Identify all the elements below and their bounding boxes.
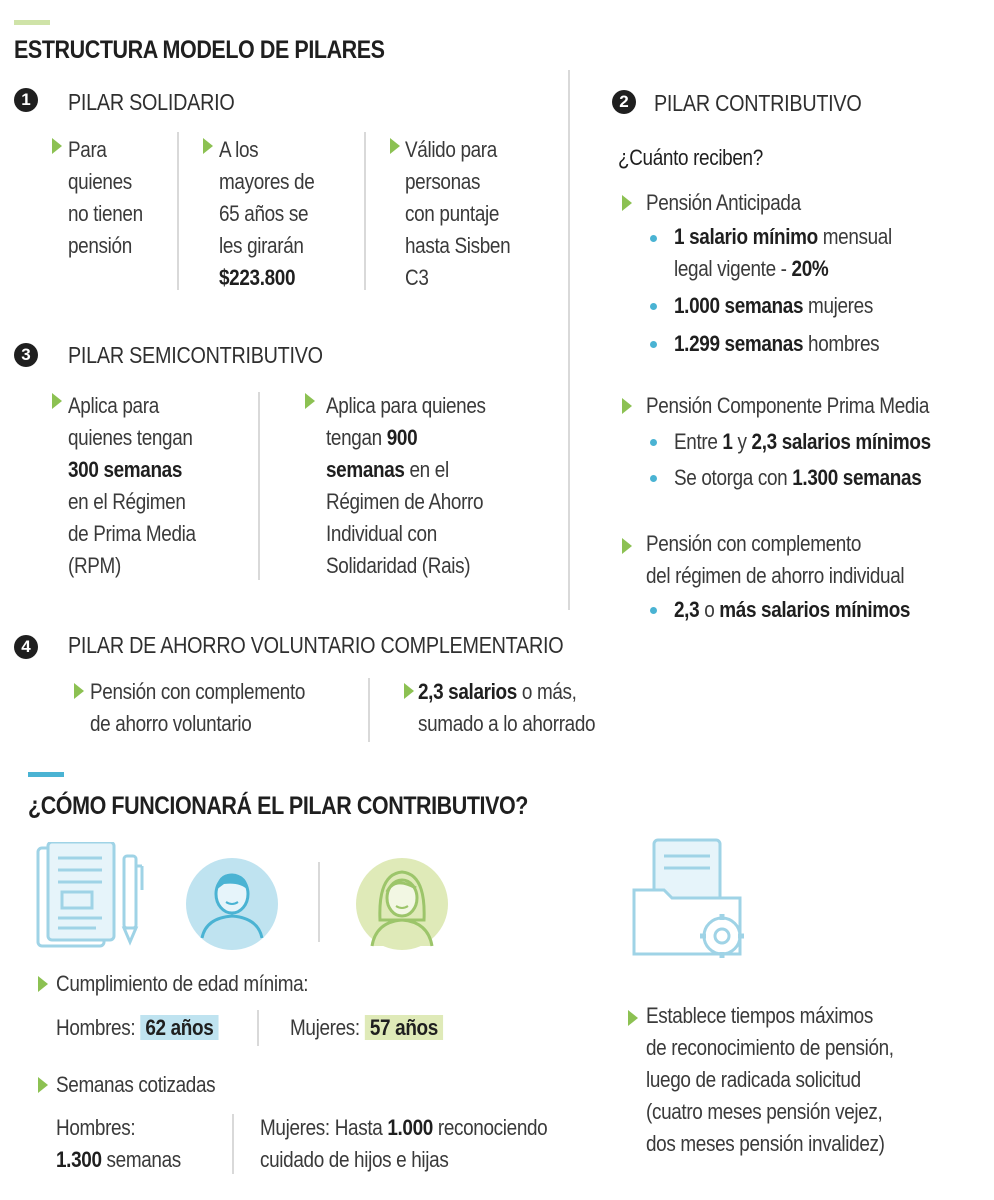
bullet-arrow-icon xyxy=(38,976,48,992)
pilar2-number: 2 xyxy=(612,90,636,114)
bullet-dot-icon xyxy=(650,341,657,348)
pilar3-title: PILAR SEMICONTRIBUTIVO xyxy=(68,342,323,368)
hombres-edad-value: 62 años xyxy=(140,1015,218,1040)
pilar2-question: ¿Cuánto reciben? xyxy=(618,145,763,170)
anticipada-item-1: 1 salario mínimo mensual legal vigente - 20% xyxy=(674,224,892,281)
bullet-dot-icon xyxy=(650,607,657,614)
bullet-arrow-icon xyxy=(52,138,62,154)
prima-media-item-2: Se otorga con 1.300 semanas xyxy=(674,465,922,490)
page-title: ESTRUCTURA MODELO DE PILARES xyxy=(14,36,385,64)
bullet-dot-icon xyxy=(650,303,657,310)
semanas-hombres: Hombres: 1.300 semanas xyxy=(56,1115,181,1172)
complemento-label: Pensión con complemento del régimen de ahorro individual xyxy=(646,531,905,588)
pilar4-number: 4 xyxy=(14,635,38,659)
pilar3-col2: Aplica para quienes tengan 900 semanas en el Régimen de Ahorro Individual con Solidaridad (Rais) xyxy=(326,393,486,578)
pilar4-col2: 2,3 salarios o más, sumado a lo ahorrado xyxy=(418,679,596,736)
column-divider xyxy=(568,70,570,610)
bullet-arrow-icon xyxy=(628,1010,638,1026)
bullet-arrow-icon xyxy=(622,538,632,554)
divider xyxy=(177,132,179,290)
bullet-arrow-icon xyxy=(404,683,414,699)
folder-gear-icon xyxy=(630,836,754,960)
divider xyxy=(368,678,370,742)
pilar1-col1: Para quienes no tienen pensión xyxy=(68,137,143,258)
mujeres-edad-value: 57 años xyxy=(365,1015,443,1040)
tiempos-text: Establece tiempos máximos de reconocimiento de pensión, luego de radicada solicitud (cuatro meses pensión vejez, dos meses pensión invalidez) xyxy=(646,1003,894,1156)
bullet-arrow-icon xyxy=(203,138,213,154)
pilar1-col2: A los mayores de 65 años se les girarán $223.800 xyxy=(219,134,314,294)
section2-title: ¿CÓMO FUNCIONARÁ EL PILAR CONTRIBUTIVO? xyxy=(28,792,529,820)
section2-accent-bar xyxy=(28,772,64,777)
bullet-arrow-icon xyxy=(52,393,62,409)
man-avatar-icon xyxy=(184,856,280,952)
bullet-dot-icon xyxy=(650,475,657,482)
divider xyxy=(318,862,320,942)
pilar2-title: PILAR CONTRIBUTIVO xyxy=(654,90,862,116)
mujeres-edad: Mujeres: 57 años xyxy=(290,1012,443,1044)
divider xyxy=(232,1114,234,1174)
edad-label: Cumplimiento de edad mínima: xyxy=(56,971,309,996)
pilar1-number: 1 xyxy=(14,88,38,112)
divider xyxy=(258,392,260,580)
woman-avatar-icon xyxy=(354,856,450,952)
hombres-edad: Hombres: 62 años xyxy=(56,1012,219,1044)
bullet-dot-icon xyxy=(650,439,657,446)
divider xyxy=(257,1010,259,1046)
anticipada-label: Pensión Anticipada xyxy=(646,190,801,215)
document-pen-icon xyxy=(36,842,148,954)
pilar4-col1: Pensión con complemento de ahorro voluntario xyxy=(90,679,306,736)
pilar3-col1: Aplica para quienes tengan 300 semanas en el Régimen de Prima Media (RPM) xyxy=(68,393,196,578)
bullet-arrow-icon xyxy=(622,398,632,414)
bullet-dot-icon xyxy=(650,235,657,242)
pilar4-title: PILAR DE AHORRO VOLUNTARIO COMPLEMENTARIO xyxy=(68,632,564,658)
divider xyxy=(364,132,366,290)
anticipada-item-2: 1.000 semanas mujeres xyxy=(674,293,873,318)
pilar1-amount: $223.800 xyxy=(219,265,296,290)
bullet-arrow-icon xyxy=(305,393,315,409)
bullet-arrow-icon xyxy=(38,1077,48,1093)
semanas-mujeres: Mujeres: Hasta 1.000 reconociendo cuidado de hijos e hijas xyxy=(260,1115,548,1172)
complemento-item-1: 2,3 o más salarios mínimos xyxy=(674,597,911,622)
prima-media-item-1: Entre 1 y 2,3 salarios mínimos xyxy=(674,429,931,454)
bullet-arrow-icon xyxy=(390,138,400,154)
pilar1-title: PILAR SOLIDARIO xyxy=(68,89,235,115)
bullet-arrow-icon xyxy=(622,195,632,211)
semanas-label: Semanas cotizadas xyxy=(56,1072,216,1097)
prima-media-label: Pensión Componente Prima Media xyxy=(646,393,930,418)
anticipada-item-3: 1.299 semanas hombres xyxy=(674,331,880,356)
pilar3-number: 3 xyxy=(14,343,38,367)
pilar1-col3: Válido para personas con puntaje hasta Sisben C3 xyxy=(405,137,511,290)
bullet-arrow-icon xyxy=(74,683,84,699)
title-accent-bar xyxy=(14,20,50,25)
